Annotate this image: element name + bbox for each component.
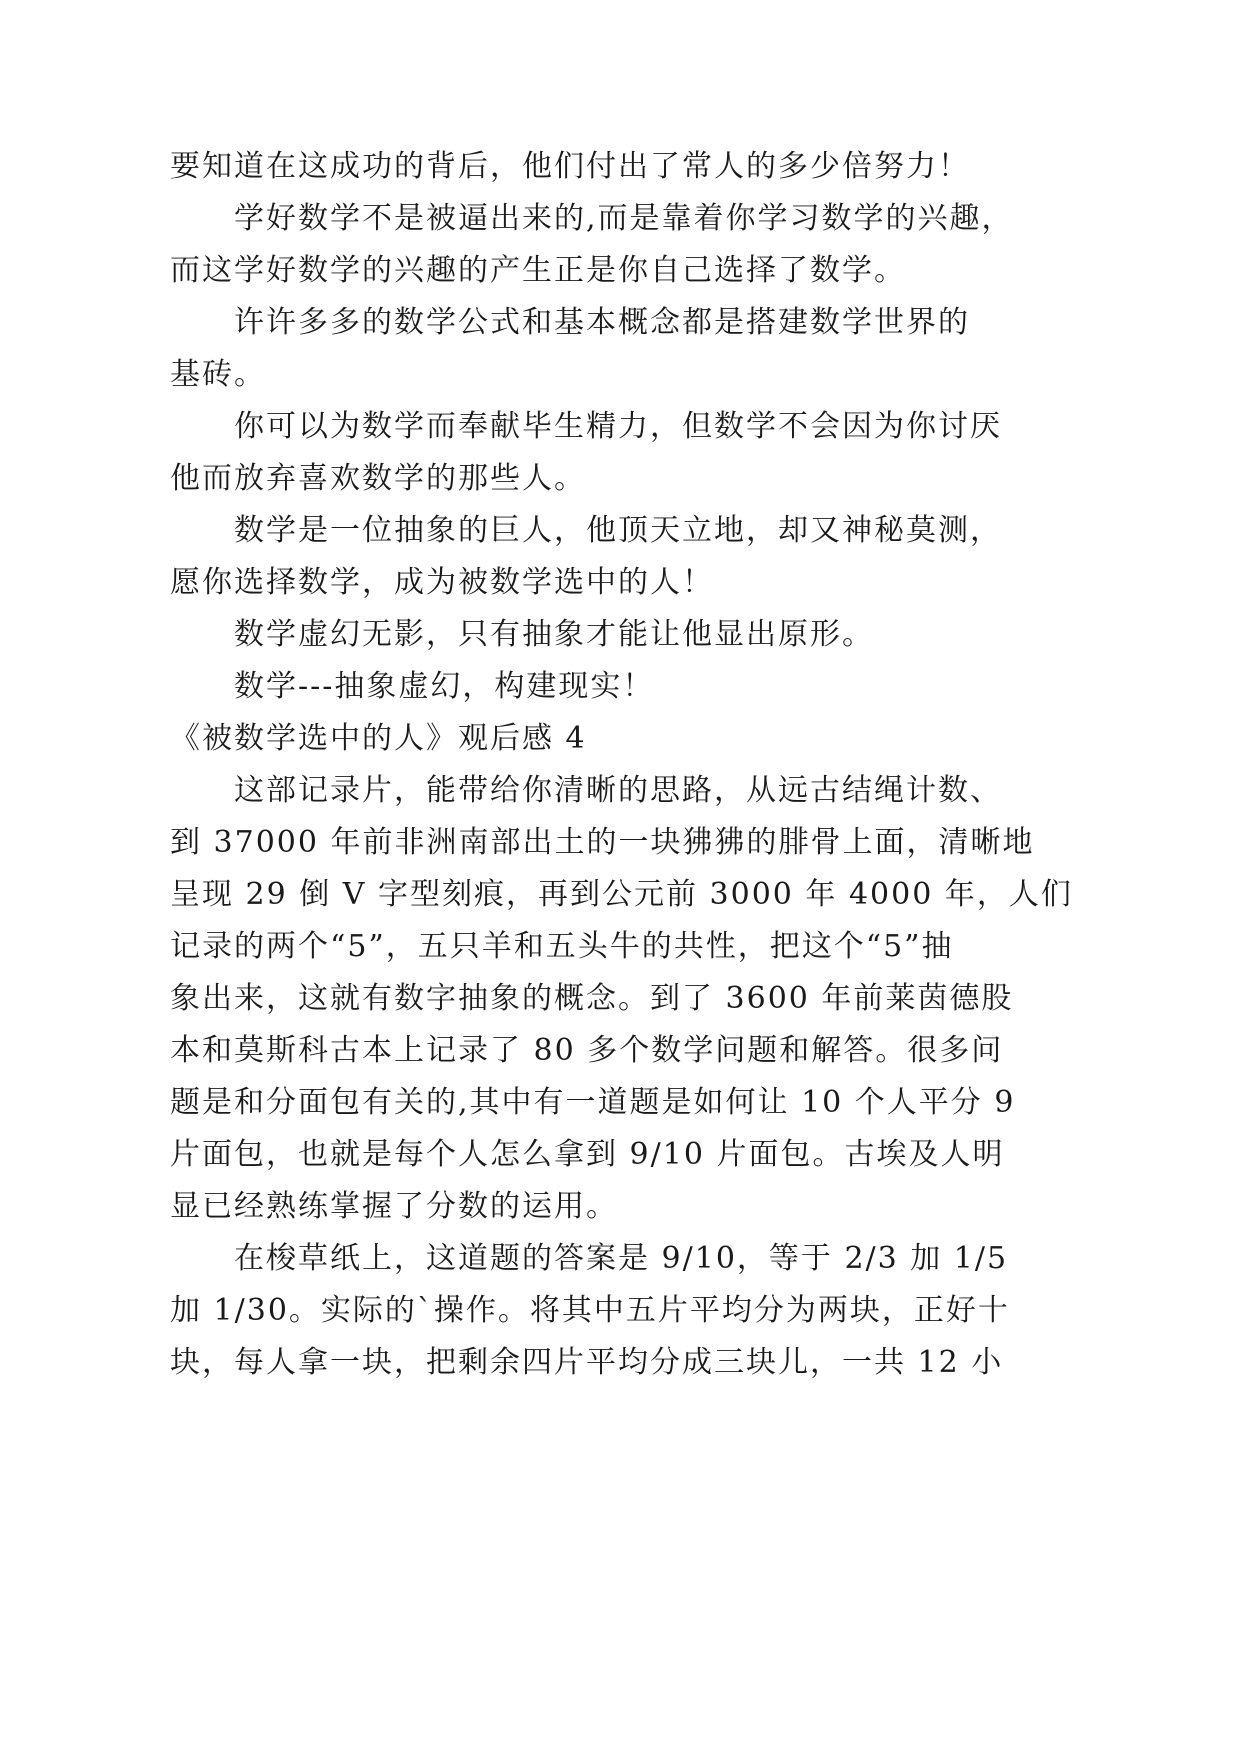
text-line: 加 1/30。实际的`操作。将其中五片平均分为两块，正好十 (170, 1293, 1010, 1328)
text-line: 题是和分面包有关的,其中有一道题是如何让 10 个人平分 9 (170, 1085, 1016, 1120)
text-line: 许许多多的数学公式和基本概念都是搭建数学世界的 (234, 305, 970, 340)
text-line: 在梭草纸上，这道题的答案是 9/10，等于 2/3 加 1/5 (234, 1241, 1009, 1276)
text-line: 到 37000 年前非洲南部出土的一块狒狒的腓骨上面，清晰地 (170, 825, 1035, 860)
text-line: 而这学好数学的兴趣的产生正是你自己选择了数学。 (170, 253, 906, 288)
text-line: 数学虚幻无影，只有抽象才能让他显出原形。 (234, 617, 874, 652)
text-line: 象出来，这就有数字抽象的概念。到了 3600 年前莱茵德股 (170, 981, 1014, 1016)
text-line: 基砖。 (170, 357, 266, 392)
text-line: 他而放弃喜欢数学的那些人。 (170, 461, 586, 496)
text-line: 学好数学不是被逼出来的,而是靠着你学习数学的兴趣， (234, 201, 1014, 236)
text-line: 本和莫斯科古本上记录了 80 多个数学问题和解答。很多问 (170, 1033, 1004, 1068)
text-line: 记录的两个“5”，五只羊和五头牛的共性，把这个“5”抽 (170, 929, 954, 964)
text-line: 愿你选择数学，成为被数学选中的人！ (170, 565, 714, 600)
text-line: 块，每人拿一块，把剩余四片平均分成三块儿，一共 12 小 (170, 1345, 1004, 1380)
text-line: 显已经熟练掌握了分数的运用。 (170, 1189, 618, 1224)
text-line: 数学是一位抽象的巨人，他顶天立地，却又神秘莫测， (234, 513, 1002, 548)
text-line: 要知道在这成功的背后，他们付出了常人的多少倍努力！ (170, 149, 970, 184)
section-heading: 《被数学选中的人》观后感 4 (170, 721, 587, 756)
text-line: 你可以为数学而奉献毕生精力，但数学不会因为你讨厌 (234, 409, 1002, 444)
text-line: 呈现 29 倒 V 字型刻痕，再到公元前 3000 年 4000 年，人们 (170, 877, 1073, 912)
text-line: 这部记录片，能带给你清晰的思路，从远古结绳计数、 (234, 773, 1002, 808)
text-line: 片面包，也就是每个人怎么拿到 9/10 片面包。古埃及人明 (170, 1137, 1005, 1172)
text-line: 数学---抽象虚幻，构建现实！ (234, 669, 655, 704)
